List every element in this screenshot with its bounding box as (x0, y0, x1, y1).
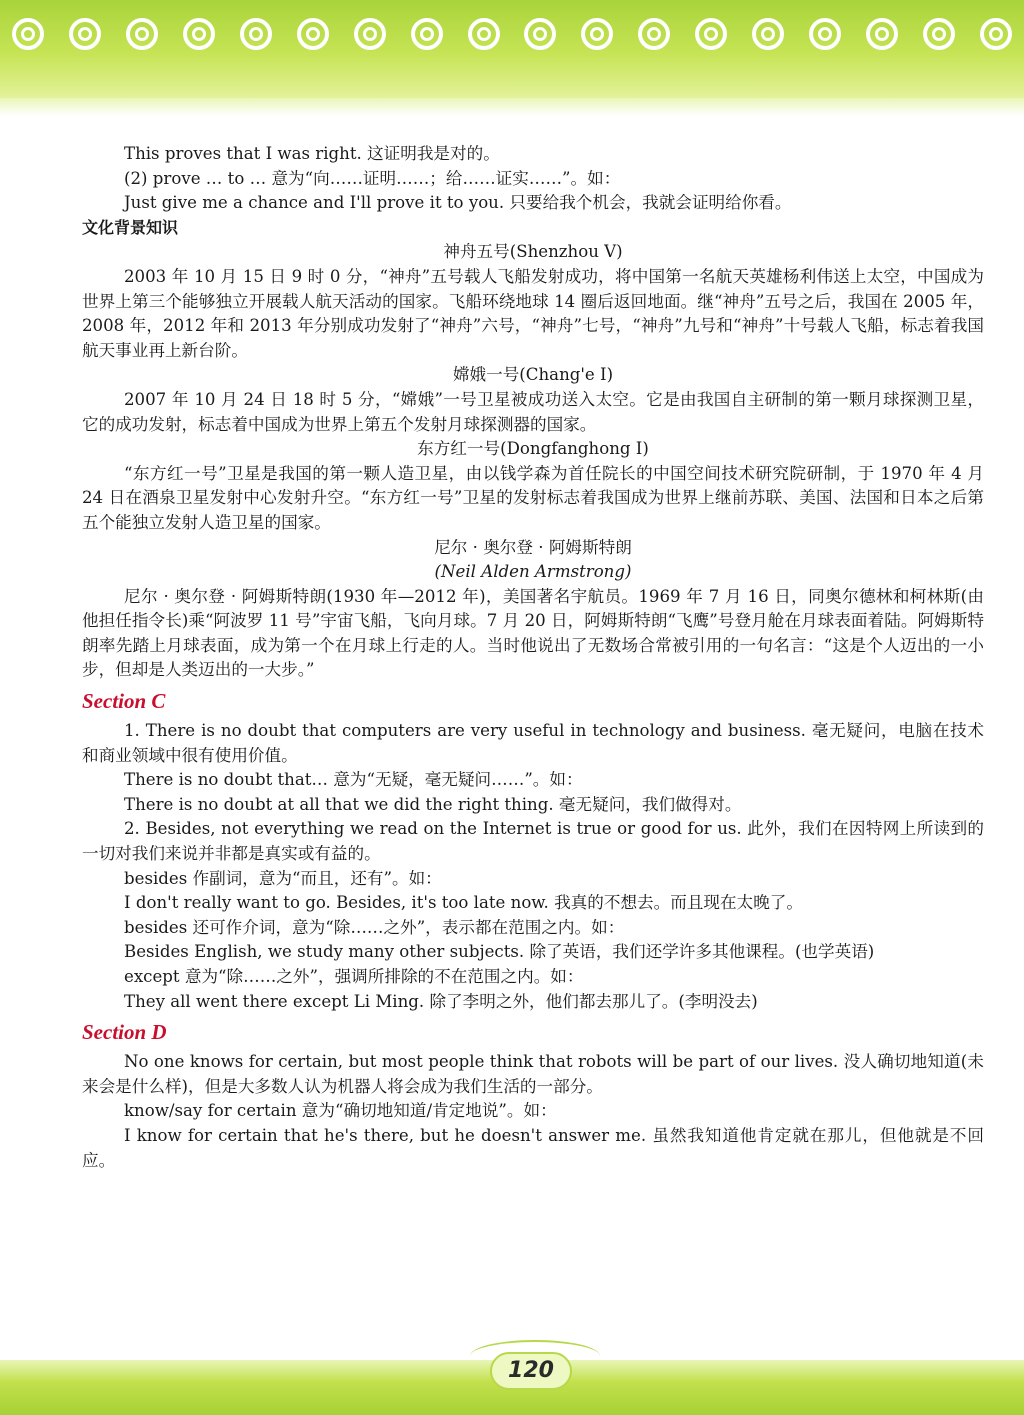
text-line: Just give me a chance and I'll prove it to you. 只要给我个机会，我就会证明给你看。 (124, 193, 792, 213)
circle-ornament-icon (354, 18, 386, 50)
section-c-item: There is no doubt at all that we did the right thing. 毫无疑问，我们做得对。 (124, 794, 742, 814)
circle-ornament-icon (695, 18, 727, 50)
paragraph-change: 2007 年 10 月 24 日 18 时 5 分，“嫦娥”一号卫星被成功送入太空。它是由我国自主研制的第一颗月球探测卫星，它的成功发射，标志着中国成为世界上第五个发射月球探测器的国家。 (82, 389, 984, 434)
circle-ornament-icon (581, 18, 613, 50)
section-c-item: except 意为“除……之外”，强调所排除的不在范围之内。如： (124, 967, 584, 986)
header-fade (0, 98, 1024, 116)
circle-ornament-icon (411, 18, 443, 50)
header-band (0, 0, 1024, 98)
circle-ornament-icon (297, 18, 329, 50)
circle-ornament-icon (866, 18, 898, 50)
circle-ornament-icon (752, 18, 784, 50)
circle-ornament-icon (524, 18, 556, 50)
circle-ornament-icon (638, 18, 670, 50)
circle-ornament-icon (923, 18, 955, 50)
section-d-item: I know for certain that he's there, but he doesn't answer me. 虽然我知道他肯定就在那儿，但他就是不回应。 (82, 1125, 984, 1170)
section-d-item: No one knows for certain, but most people think that robots will be part of our lives. 没人确切地知道(未来会是什么样)，但是大多数人认为机器人将会成为我们生活的一部分。 (82, 1052, 984, 1096)
section-c-heading: Section C (82, 689, 166, 714)
decorative-circles (0, 8, 1024, 64)
section-d-heading: Section D (82, 1020, 167, 1045)
section-c-item: Besides English, we study many other subjects. 除了英语，我们还学许多其他课程。(也学英语) (124, 942, 875, 962)
subtitle-change: 嫦娥一号(Chang'e I) (452, 365, 614, 385)
section-c-item: besides 作副词，意为“而且，还有”。如： (124, 868, 442, 888)
circle-ornament-icon (183, 18, 215, 50)
section-c-item: They all went there except Li Ming. 除了李明之外，他们都去那儿了。(李明没去) (124, 991, 758, 1011)
culture-heading: 文化背景知识 (82, 217, 179, 237)
paragraph-dongfanghong: “东方红一号”卫星是我国的第一颗人造卫星，由以钱学森为首任院长的中国空间技术研究院研制，于 1970 年 4 月 24 日在酒泉卫星发射中心发射升空。“东方红一号”卫星的发射标志着我国成为世界上继前苏联、美国、法国和日本之后第五个能独立发射人造卫星的国家。 (82, 463, 984, 532)
section-c-item: 1. There is no doubt that computers are very useful in technology and business. 毫无疑问，电脑在技术和商业领域中很有使用价值。 (82, 721, 984, 765)
circle-ornament-icon (12, 18, 44, 50)
circle-ornament-icon (69, 18, 101, 50)
subtitle-dongfanghong: 东方红一号(Dongfanghong I) (417, 439, 649, 459)
section-c-item: I don't really want to go. Besides, it's too late now. 我真的不想去。而且现在太晚了。 (124, 893, 803, 913)
subtitle-armstrong-en: (Neil Alden Armstrong) (434, 562, 632, 582)
page-number: 120 (490, 1352, 572, 1390)
subtitle-shenzhou: 神舟五号(Shenzhou V) (443, 242, 623, 262)
section-d-item: know/say for certain 意为“确切地知道/肯定地说”。如： (124, 1101, 557, 1121)
circle-ornament-icon (980, 18, 1012, 50)
circle-ornament-icon (468, 18, 500, 50)
page-content (82, 142, 984, 1173)
circle-ornament-icon (126, 18, 158, 50)
circle-ornament-icon (809, 18, 841, 50)
subtitle-armstrong: 尼尔 · 奥尔登 · 阿姆斯特朗 (434, 537, 632, 557)
text-line: This proves that I was right. 这证明我是对的。 (124, 144, 500, 163)
section-c-item: There is no doubt that… 意为“无疑，毫无疑问……”。如： (124, 770, 583, 790)
paragraph-armstrong: 尼尔 · 奥尔登 · 阿姆斯特朗(1930 年—2012 年)，美国著名宇航员。1969 年 7 月 16 日，同奥尔德林和柯林斯(由他担任指令长)乘“阿波罗 11 号”宇宙飞船，飞向月球。7 月 20 日，阿姆斯特朗“飞鹰”号登月舱在月球表面着陆。阿姆斯特朗率先踏上月球表面，成为第一个在月球上行走的人。当时他说出了无数场合常被引用的一句名言：“这是个人迈出的一小步，但却是人类迈出的一大步。” (82, 586, 984, 680)
text-line: (2) prove … to … 意为“向……证明……；给……证实……”。如： (124, 168, 621, 188)
section-c-item: besides 还可作介词，意为“除……之外”，表示都在范围之内。如： (124, 917, 625, 937)
section-c-item: 2. Besides, not everything we read on the Internet is true or good for us. 此外，我们在因特网上所读到的一切对我们来说并非都是真实或有益的。 (82, 819, 984, 864)
circle-ornament-icon (240, 18, 272, 50)
paragraph-shenzhou: 2003 年 10 月 15 日 9 时 0 分，“神舟”五号载人飞船发射成功，将中国第一名航天英雄杨利伟送上太空，中国成为世界上第三个能够独立开展载人航天活动的国家。飞船环绕地球 14 圈后返回地面。继“神舟”五号之后，我国在 2005 年，2008 年，2012 年和 2013 年分别成功发射了“神舟”六号，“神舟”七号，“神舟”九号和“神舟”十号载人飞船，标志着我国航天事业再上新台阶。 (82, 266, 984, 360)
